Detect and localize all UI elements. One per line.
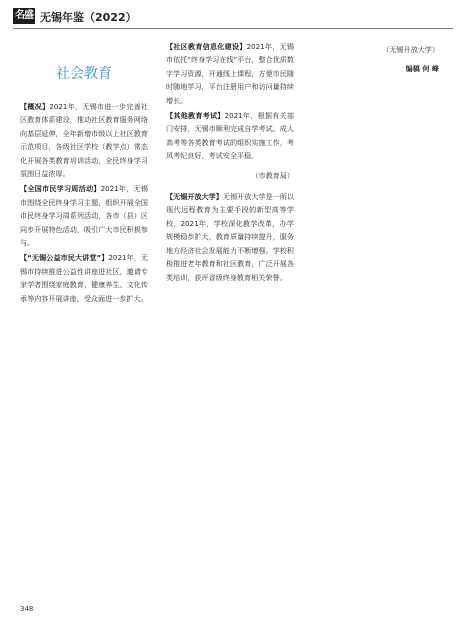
page-header bbox=[0, 0, 468, 36]
paragraph-open-university bbox=[166, 190, 294, 284]
paragraph-lead: 【全国市民学习周活动】 bbox=[20, 184, 101, 194]
paragraph-lecture-hall bbox=[20, 251, 148, 305]
source-attribution: （无锡开放大学） bbox=[382, 45, 439, 54]
paragraph-lead: 【概况】 bbox=[20, 102, 50, 111]
editor-credit: 编稿 何 峰 bbox=[405, 64, 439, 74]
paragraph-lead: 【“无锡公益市民大讲堂”】 bbox=[20, 253, 109, 263]
paragraph-text: 无锡开放大学是一所以现代远程教育为主要手段的新型高等学校，2021年，学校深化教学改革，办学规模稳步扩大，教育质量持续提升，服务地方经济社会发展能力不断增强。学校积极推进老年教育和社区教育，广泛开展各类培训，获评省级终身教育相关荣誉。 bbox=[166, 192, 295, 282]
paragraph-text: 2021年，无锡市依托“终身学习在线”平台，整合优质数字学习资源，开通线上课程，方便市民随时随地学习，平台注册用户和访问量持续增长。 bbox=[166, 42, 294, 105]
paragraph-lead: 【无锡开放大学】 bbox=[166, 192, 223, 202]
text-column-3 bbox=[311, 40, 439, 76]
paragraph-text: 2021年，无锡市进一步完善社区教育体系建设，推动社区教育服务网络向基层延伸，全年新增市级以上社区教育示范项目，各级社区学校（教学点）常态化开展各类教育培训活动，全民终身学习氛围日益浓厚。 bbox=[20, 102, 149, 179]
paragraph-learning-week bbox=[20, 182, 148, 249]
text-column-1 bbox=[20, 40, 148, 305]
paragraph-text: 2021年，无锡市持续推进公益性讲座进社区，邀请专家学者围绕家庭教育、健康养生、文化传承等内容开展讲座，受众面进一步扩大。 bbox=[20, 253, 148, 303]
paragraph-text: 2021年，无锡市围绕全民终身学习主题，组织开展全国市民终身学习周系列活动，各市（县）区同步开展特色活动，吸引广大市民积极参与。 bbox=[20, 184, 148, 248]
paragraph-lead: 【其他教育考试】 bbox=[166, 111, 225, 121]
page-number: 348 bbox=[20, 605, 34, 613]
header-divider bbox=[13, 28, 453, 29]
text-column-2 bbox=[166, 40, 294, 284]
source-attribution: （市教育局） bbox=[251, 170, 294, 180]
paragraph-digital bbox=[166, 40, 294, 107]
paragraph-exams bbox=[166, 109, 294, 163]
yearbook-logo: 名盛 bbox=[13, 8, 35, 24]
paragraph-text: 2021年，根据有关部门安排，无锡市顺利完成自学考试、成人高考等各类教育考试的组织实施工作，考风考纪良好，考试安全平稳。 bbox=[166, 111, 294, 161]
paragraph-overview bbox=[20, 100, 148, 180]
running-title: 无锡年鉴（2022） bbox=[40, 11, 137, 24]
paragraph-lead: 【社区教育信息化建设】 bbox=[166, 42, 247, 51]
section-title: 社会教育 bbox=[56, 66, 112, 82]
